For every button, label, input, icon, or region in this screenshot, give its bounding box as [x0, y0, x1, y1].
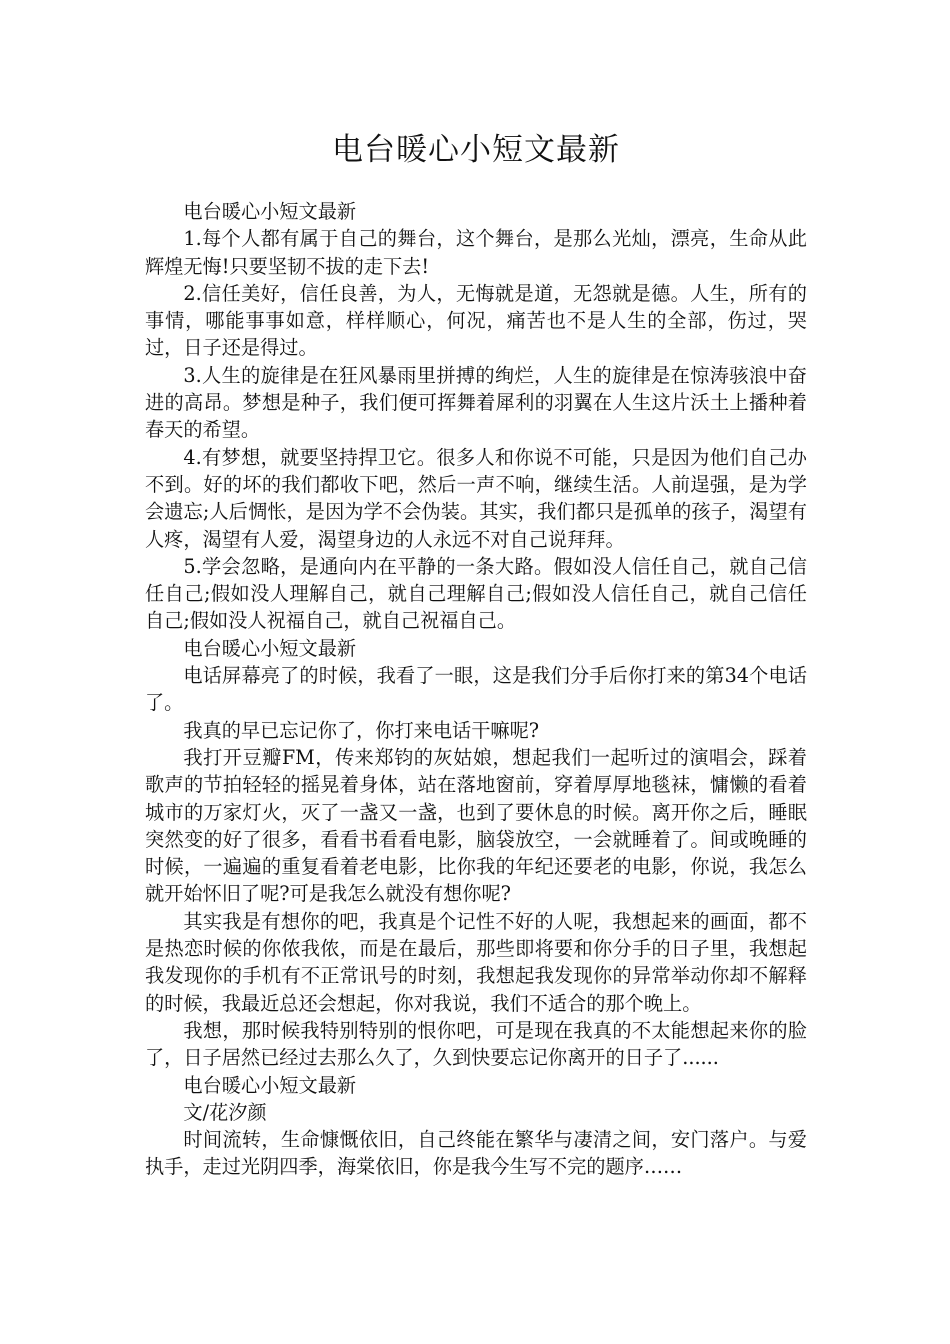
body-paragraph: 我打开豆瓣FM，传来郑钧的灰姑娘，想起我们一起听过的演唱会，踩着歌声的节拍轻轻的摇晃着身体，站在落地窗前，穿着厚厚地毯袜，慵懒的看着城市的万家灯火，灭了一盏又一盏，也到了要休息的时候。离开你之后，睡眠突然变的好了很多，看看书看看电影，脑袋放空，一会就睡着了。间或晚睡的时候，一遍遍的重复看着老电影，比你我的年纪还要老的电影，你说，我怎么就开始怀旧了呢?可是我怎么就没有想你呢? [145, 745, 807, 906]
document-title: 电台暖心小短文最新 [332, 132, 620, 168]
body-paragraph: 电台暖心小短文最新 [183, 200, 357, 223]
body-paragraph: 电话屏幕亮了的时候，我看了一眼，这是我们分手后你打来的第34个电话了。 [145, 664, 807, 715]
body-paragraph: 4.有梦想，就要坚持捍卫它。很多人和你说不可能，只是因为他们自己办不到。好的坏的我们都收下吧，然后一声不响，继续生活。人前逞强，是为学会遗忘;人后惆怅，是因为学不会伪装。其实，我们都只是孤单的孩子，渴望有人疼，渴望有人爱，渴望身边的人永远不对自己说拜拜。 [145, 445, 807, 551]
document-page [145, 128, 807, 1181]
body-paragraph: 3.人生的旋律是在狂风暴雨里拼搏的绚烂，人生的旋律是在惊涛骇浪中奋进的高昂。梦想是种子，我们便可挥舞着犀利的羽翼在人生这片沃土上播种着春天的希望。 [145, 363, 807, 442]
body-paragraph: 文/花汐颜 [183, 1100, 267, 1124]
body-paragraph: 其实我是有想你的吧，我真是个记性不好的人呢，我想起来的画面，都不是热恋时候的你侬我侬，而是在最后，那些即将要和你分手的日子里，我想起我发现你的手机有不正常讯号的时刻，我想起我发现你的异常举动你却不解释的时候，我最近总还会想起，你对我说，我们不适合的那个晚上。 [145, 909, 807, 1015]
body-paragraph: 我真的早已忘记你了，你打来电话干嘛呢? [183, 718, 540, 742]
body-paragraph: 2.信任美好，信任良善，为人，无悔就是道，无怨就是德。人生，所有的事情，哪能事事如意，样样顺心，何况，痛苦也不是人生的全部，伤过，哭过，日子还是得过。 [145, 281, 807, 360]
body-paragraph: 时间流转，生命慷慨依旧，自己终能在繁华与凄清之间，安门落户。与爱执手，走过光阴四季，海棠依旧，你是我今生写不完的题序…… [145, 1128, 807, 1179]
body-paragraph: 电台暖心小短文最新 [183, 1073, 357, 1097]
body-paragraph: 我想，那时候我特别特别的恨你吧，可是现在我真的不太能想起来你的脸了，日子居然已经过去那么久了，久到快要忘记你离开的日子了...... [145, 1018, 807, 1070]
document-body [145, 198, 807, 1181]
body-paragraph: 电台暖心小短文最新 [183, 636, 357, 660]
body-paragraph: 1.每个人都有属于自己的舞台，这个舞台，是那么光灿，漂亮，生命从此辉煌无悔!只要坚韧不拔的走下去! [145, 227, 807, 278]
body-paragraph: 5.学会忽略，是通向内在平静的一条大路。假如没人信任自己，就自己信任自己;假如没人理解自己，就自己理解自己;假如没人信任自己，就自己信任自己;假如没人祝福自己，就自己祝福自己。 [145, 554, 807, 633]
